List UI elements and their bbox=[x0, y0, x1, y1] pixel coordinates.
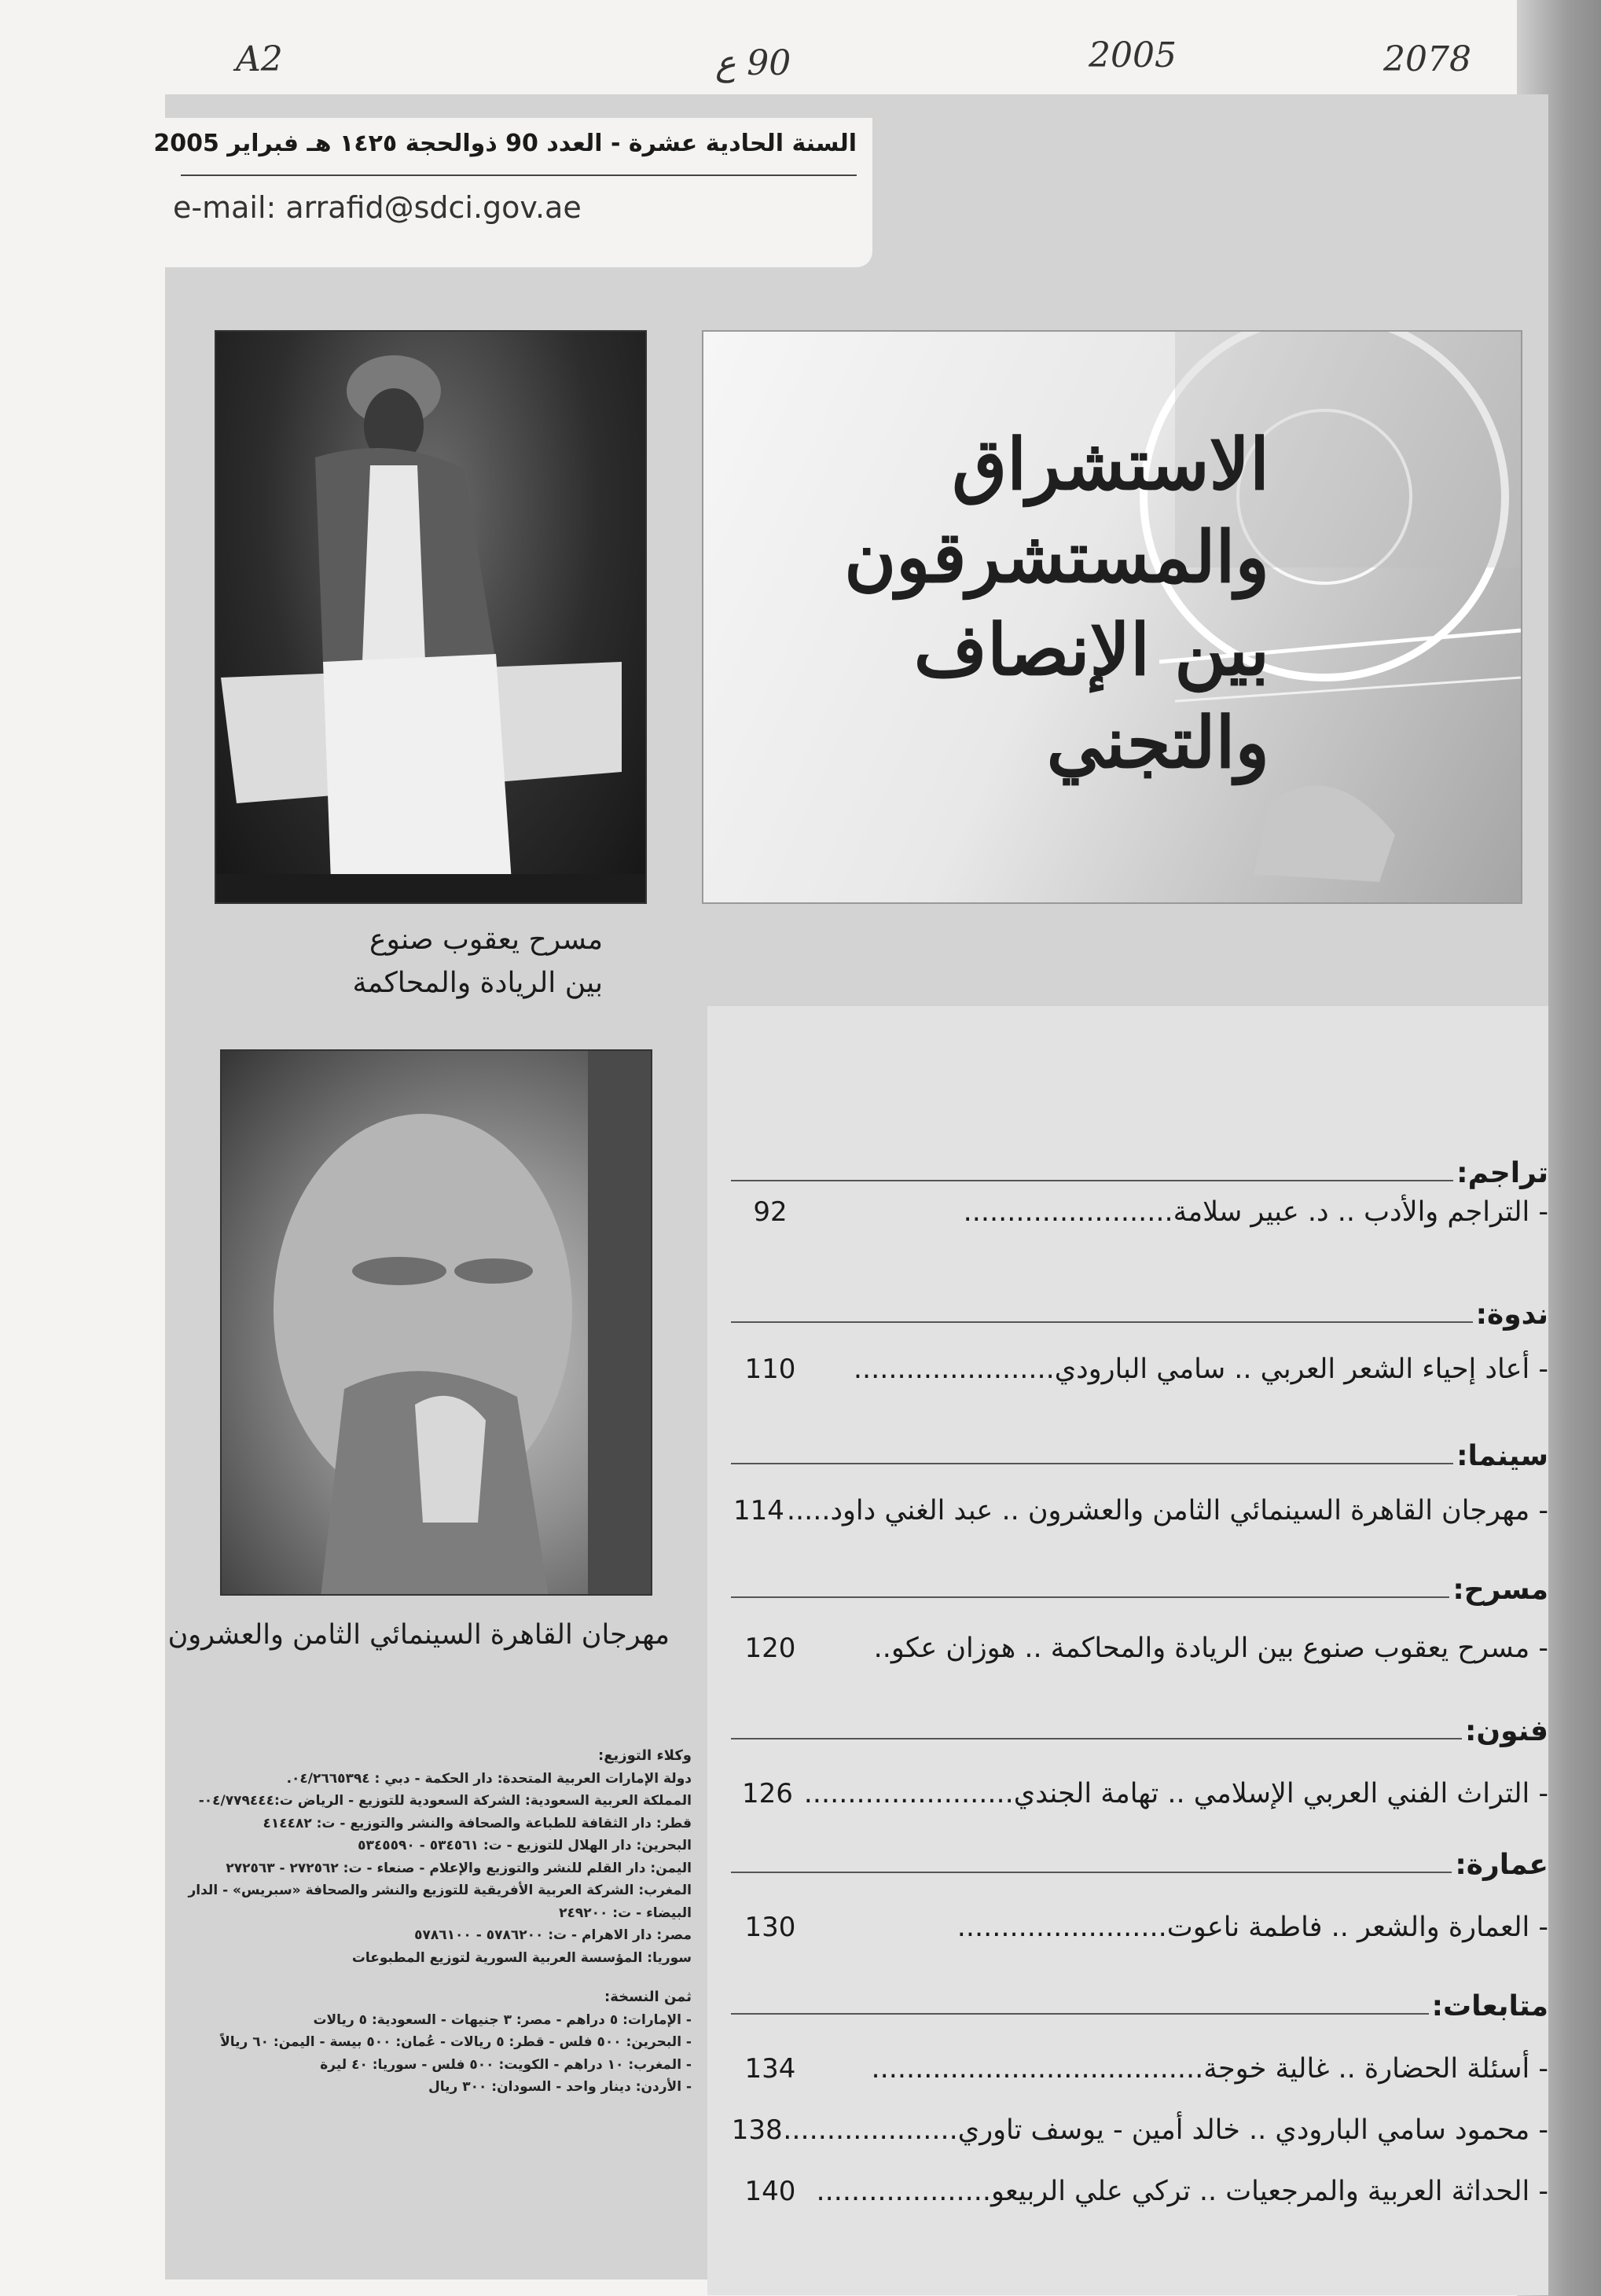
entry-title: - أسئلة الحضارة .. غالية خوجة...................................... bbox=[871, 2053, 1548, 2085]
issue-header bbox=[153, 118, 872, 267]
toc-entry[interactable] bbox=[707, 2108, 1548, 2152]
distributor-line: مصر: دار الاهرام - ت: ٥٧٨٦٢٠٠ - ٥٧٨٦١٠٠ bbox=[414, 1927, 692, 1943]
price-line: - الأردن: دينار واحد - السودان: ٣٠٠ ريال bbox=[428, 2079, 692, 2095]
entry-title: - التراجم والأدب .. د. عبير سلامة........................ bbox=[963, 1196, 1548, 1228]
entry-title: - مهرجان القاهرة السينمائي الثامن والعشرون .. عبد الغني داود..... bbox=[786, 1495, 1548, 1526]
email-address: e-mail: arrafid@sdci.gov.ae bbox=[173, 190, 582, 225]
toc-entry[interactable] bbox=[707, 2047, 1548, 2091]
toc-entry[interactable] bbox=[707, 1772, 1548, 1816]
section-title: تراجم: bbox=[1456, 1156, 1548, 1189]
distributor-line: البيضاء - ت: ٢٤٩٢٠٠ bbox=[559, 1905, 692, 1921]
distributor-line: قطر: دار الثقافة للطباعة والصحافة والنشر والتوزيع - ت: ٤١٤٤٨٢ bbox=[263, 1815, 692, 1831]
toc-entry[interactable] bbox=[707, 1190, 1548, 1234]
section-title: فنون: bbox=[1465, 1714, 1548, 1747]
toc-section-architecture bbox=[707, 1847, 1548, 1949]
feature-title-line4: والتجني bbox=[1046, 701, 1269, 784]
distributor-line: البحرين: دار الهلال للتوزيع - ت: ٥٣٤٥٦١ - ٥٣٤٥٥٩٠ bbox=[358, 1838, 692, 1853]
entry-page-number: 138 bbox=[731, 2114, 783, 2146]
section-rule bbox=[731, 1997, 1429, 2015]
toc-entry[interactable] bbox=[707, 2169, 1548, 2213]
price-block bbox=[181, 1986, 692, 2099]
entry-title: - أعاد إحياء الشعر العربي .. سامي البارودي....................... bbox=[853, 1354, 1548, 1385]
festival-photo bbox=[220, 1049, 652, 1596]
photo1-caption-line1: مسرح يعقوب صنوع bbox=[369, 924, 603, 956]
entry-page-number: 92 bbox=[753, 1196, 788, 1228]
entry-title: - الحداثة العربية والمرجعيات .. تركي علي الربيعو.................... bbox=[816, 2176, 1548, 2207]
entry-page-number: 130 bbox=[744, 1912, 796, 1943]
feature-title-line1: الاستشراق bbox=[952, 423, 1269, 506]
entry-page-number: 120 bbox=[744, 1633, 796, 1664]
toc-section-biographies bbox=[707, 1155, 1548, 1234]
distributors-title: وكلاء التوزيع: bbox=[598, 1747, 692, 1764]
entry-title: - التراث الفني العربي الإسلامي .. تهامة الجندي........................ bbox=[803, 1778, 1548, 1809]
entry-page-number: 114 bbox=[733, 1495, 784, 1526]
distributor-line: سوريا: المؤسسة العربية السورية لتوزيع المطبوعات bbox=[351, 1949, 692, 1966]
portrait-illustration bbox=[220, 1051, 651, 1596]
photo2-caption: مهرجان القاهرة السينمائي الثامن والعشرون bbox=[167, 1619, 670, 1651]
section-title: سينما: bbox=[1456, 1439, 1548, 1472]
photo1-caption-line2: بين الريادة والمحاكمة bbox=[352, 967, 603, 999]
entry-page-number: 110 bbox=[744, 1354, 796, 1385]
distributor-line: المملكة العربية السعودية: الشركة السعودية للتوزيع - الرياض ت:٠٤/٧٧٩٤٤٤- bbox=[198, 1793, 692, 1809]
section-rule bbox=[731, 1581, 1449, 1598]
handwritten-mark-right: 2078 bbox=[1383, 39, 1471, 79]
price-line: - المغرب: ١٠ دراهم - الكويت: ٥٠٠ فلس - سوريا: ٤٠ ليرة bbox=[320, 2056, 692, 2073]
section-title: ندوة: bbox=[1475, 1298, 1548, 1331]
feature-title bbox=[844, 418, 1269, 789]
handwritten-mark-mid: 90 ع bbox=[715, 43, 791, 83]
handwritten-mark-year: 2005 bbox=[1089, 35, 1177, 75]
entry-page-number: 140 bbox=[744, 2176, 796, 2207]
issue-line: السنة الحادية عشرة - العدد 90 ذوالحجة ١٤٢٥ هـ فبراير 2005 bbox=[153, 130, 857, 157]
seated-actor-illustration bbox=[215, 332, 645, 904]
entry-title: - محمود سامي البارودي .. خالد أمين - يوسف تاوري.................... bbox=[783, 2114, 1548, 2146]
toc-section-symposium bbox=[707, 1297, 1548, 1391]
section-rule bbox=[731, 1856, 1452, 1873]
toc-entry[interactable] bbox=[707, 1489, 1548, 1533]
distributors-block bbox=[181, 1745, 692, 2099]
toc-entry[interactable] bbox=[707, 1347, 1548, 1391]
section-title: عمارة: bbox=[1455, 1848, 1548, 1881]
price-line: - البحرين: ٥٠٠ فلس - قطر: ٥ ريالات - عُمان: ٥٠٠ بيسة - اليمن: ٦٠ ريالاً bbox=[220, 2034, 692, 2050]
section-rule bbox=[731, 1447, 1453, 1464]
theater-photo bbox=[215, 330, 647, 904]
section-rule bbox=[731, 1164, 1453, 1181]
distributor-line: المغرب: الشركة العربية الأفريقية للتوزيع والنشر والصحافة «سبريس» - الدار bbox=[188, 1883, 692, 1898]
section-rule bbox=[731, 1306, 1473, 1323]
toc-section-arts bbox=[707, 1714, 1548, 1816]
section-title: مسرح: bbox=[1452, 1573, 1548, 1606]
toc-section-followups bbox=[707, 1989, 1548, 2213]
toc-entry[interactable] bbox=[707, 1905, 1548, 1949]
feature-cover bbox=[702, 330, 1522, 904]
entry-title: - العمارة والشعر .. فاطمة ناعوت........................ bbox=[957, 1912, 1548, 1943]
feature-title-line2: والمستشرقون bbox=[844, 516, 1269, 599]
price-title: ثمن النسخة: bbox=[604, 1989, 692, 2005]
feature-title-line3: بين الإنصاف bbox=[913, 608, 1269, 692]
section-rule bbox=[731, 1722, 1462, 1739]
distributor-line: دولة الإمارات العربية المتحدة: دار الحكمة - دبي : ٠٤/٢٦٦٥٣٩٤. bbox=[286, 1770, 692, 1787]
distributor-line: اليمن: دار القلم للنشر والتوزيع والإعلام - صنعاء - ت: ٢٧٢٥٦٢ - ٢٧٢٥٦٣ bbox=[226, 1860, 692, 1876]
price-line: - الإمارات: ٥ دراهم - مصر: ٣ جنيهات - السعودية: ٥ ريالات bbox=[313, 2011, 692, 2028]
handwritten-mark-left: A2 bbox=[236, 39, 283, 79]
entry-page-number: 134 bbox=[744, 2053, 796, 2085]
toc-section-theater bbox=[707, 1572, 1548, 1670]
entry-title: - مسرح يعقوب صنوع بين الريادة والمحاكمة .. هوزان عكو.. bbox=[873, 1633, 1548, 1664]
section-title: متابعات: bbox=[1431, 1989, 1548, 2022]
entry-page-number: 126 bbox=[741, 1778, 793, 1809]
header-divider bbox=[181, 174, 857, 176]
toc-entry[interactable] bbox=[707, 1626, 1548, 1670]
toc-section-cinema bbox=[707, 1438, 1548, 1533]
